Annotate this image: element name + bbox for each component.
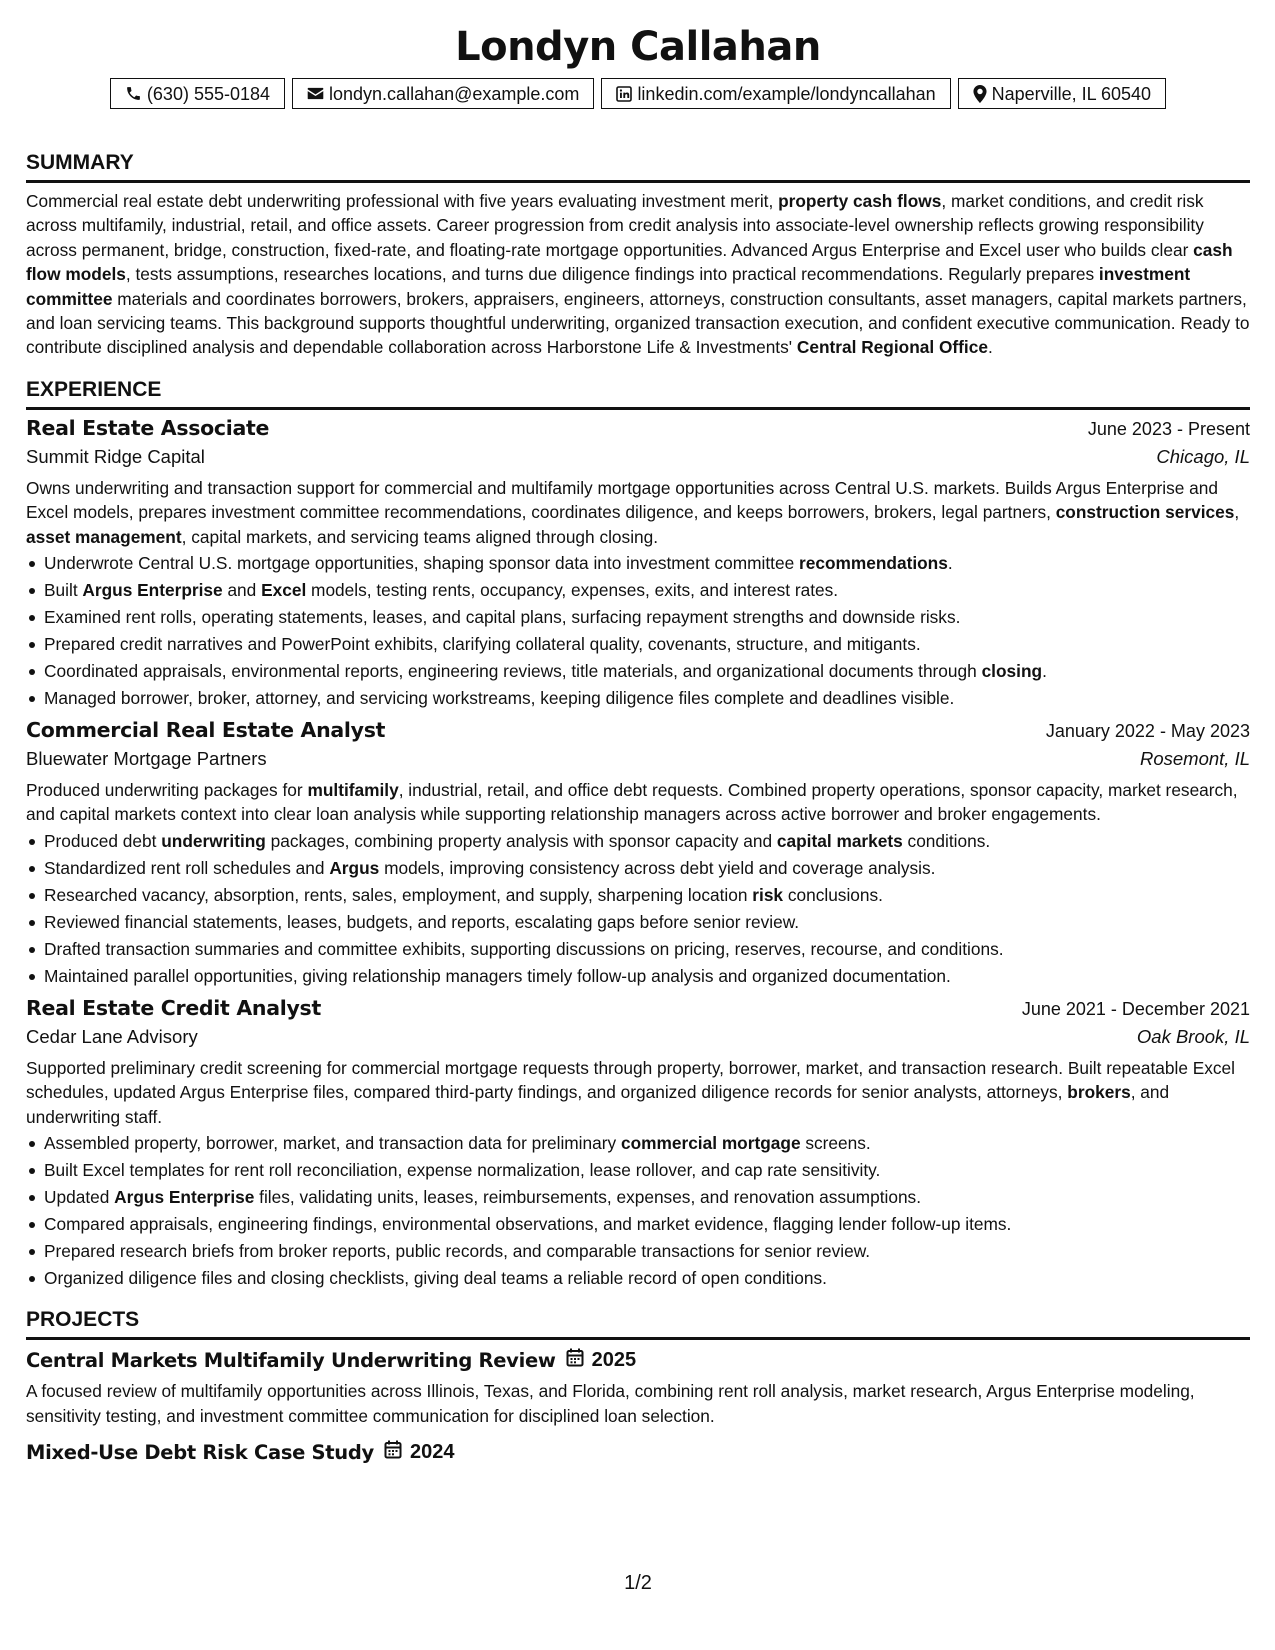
job-location: Chicago, IL [1156,445,1250,467]
job-location: Rosemont, IL [1139,748,1250,770]
bullet-item: Produced debt underwriting packages, combining property analysis with sponsor capacity and capital markets conditions. [26,828,1250,855]
project-title: Central Markets Multifamily Underwriting Review [26,1349,556,1373]
project-entry [26,1440,1250,1465]
calendar-icon [566,1348,584,1373]
linkedin-text: linkedin.com/example/londyncallahan [637,83,936,104]
job-location: Oak Brook, IL [1136,1025,1250,1047]
summary-heading: SUMMARY [26,151,1250,183]
job-title: Real Estate Credit Analyst [26,995,321,1020]
job-description: Produced underwriting packages for multifamily, industrial, retail, and office debt requests. Combined property operations, sponsor capacity, market research, and capital markets context into clear loan analysis while supporting relationship managers across active borrower and broker engagements. [26,780,1238,825]
location-text: Naperville, IL 60540 [991,83,1152,104]
company-name: Cedar Lane Advisory [26,1025,198,1047]
job-description: Owns underwriting and transaction support for commercial and multifamily mortgage opportunities across Central U.S. markets. Builds Argus Enterprise and Excel models, prepares investment committee recommendations, coordinates diligence, and keeps borrowers, brokers, legal partners, construction services, asset management, capital markets, and servicing teams aligned through closing. [26,477,1240,547]
bullet-item: Underwrote Central U.S. mortgage opportunities, shaping sponsor data into investment committee recommendations. [26,550,1250,577]
job-bullets [26,1130,1250,1292]
bullet-item: Compared appraisals, engineering findings, environmental observations, and market evidence, flagging lender follow-up items. [26,1211,1250,1238]
project-year: 2025 [591,1349,637,1372]
bullet-item: Organized diligence files and closing checklists, giving deal teams a reliable record of open conditions. [26,1265,1250,1292]
project-title: Mixed-Use Debt Risk Case Study [26,1440,374,1464]
job-dates: June 2021 - December 2021 [1021,998,1250,1019]
bullet-item: Examined rent rolls, operating statements, leases, and capital plans, surfacing repayment strengths and downside risks. [26,604,1250,631]
page-number: 1/2 [624,1572,652,1594]
bullet-item: Prepared research briefs from broker reports, public records, and comparable transactions for senior review. [26,1238,1250,1265]
job-bullets [26,550,1250,712]
bullet-item: Reviewed financial statements, leases, budgets, and reports, escalating gaps before senior review. [26,909,1250,936]
bullet-item: Assembled property, borrower, market, and transaction data for preliminary commercial mortgage screens. [26,1130,1250,1157]
job-description: Supported preliminary credit screening for commercial mortgage requests through property, borrower, market, and transaction research. Built repeatable Excel schedules, updated Argus Enterprise files, compared third-party findings, and organized diligence records for senior analysts, attorneys, brokers, and underwriting staff. [26,1057,1235,1127]
bullet-item: Managed borrower, broker, attorney, and servicing workstreams, keeping diligence files complete and deadlines visible. [26,685,1250,712]
bullet-item: Built Argus Enterprise and Excel models, testing rents, occupancy, expenses, exits, and interest rates. [26,577,1250,604]
envelope-icon [307,86,324,101]
job-entry [26,718,1250,990]
resume-page [26,0,1250,1594]
summary-text: Commercial real estate debt underwriting professional with five years evaluating investment merit, property cash flows, market conditions, and credit risk across multifamily, industrial, retail, and office assets. Career progression from credit analysis into associate-level ownership reflects growing responsibility across permanent, bridge, construction, fixed-rate, and floating-rate mortgage opportunities. Advanced Argus Enterprise and Excel user who builds clear cash flow models, tests assumptions, researches locations, and turns due diligence findings into practical recommendations. Regularly prepares investment committee materials and coordinates borrowers, brokers, appraisers, engineers, attorneys, construction consultants, asset managers, capital markets partners, and loan servicing teams. This background supports thoughtful underwriting, organized transaction execution, and confident executive communication. Ready to contribute disciplined analysis and dependable collaboration across Harborstone Life & Investments' Central Regional Office. [26,191,1250,358]
linkedin-icon [616,86,632,102]
contact-email[interactable] [292,78,594,109]
projects-heading: PROJECTS [26,1308,1250,1340]
job-bullets [26,828,1250,990]
map-pin-icon [973,85,987,103]
job-entry [26,416,1250,712]
experience-heading: EXPERIENCE [26,378,1250,410]
project-year-group [384,1440,455,1465]
project-year-group [566,1348,637,1373]
bullet-item: Maintained parallel opportunities, giving relationship managers timely follow-up analysis and organized documentation. [26,963,1250,990]
bullet-item: Updated Argus Enterprise files, validating units, leases, reimbursements, expenses, and renovation assumptions. [26,1184,1250,1211]
bullet-item: Researched vacancy, absorption, rents, sales, employment, and supply, sharpening location risk conclusions. [26,882,1250,909]
project-description: A focused review of multifamily opportunities across Illinois, Texas, and Florida, combining rent roll analysis, market research, Argus Enterprise modeling, sensitivity testing, and investment committee communication for disciplined loan selection. [26,1381,1195,1426]
bullet-item: Prepared credit narratives and PowerPoint exhibits, clarifying collateral quality, covenants, structure, and mitigants. [26,631,1250,658]
email-text: londyn.callahan@example.com [329,83,580,104]
job-dates: January 2022 - May 2023 [1045,721,1250,742]
phone-icon [125,85,142,102]
calendar-icon [384,1440,402,1465]
project-year: 2024 [409,1440,455,1463]
contact-phone[interactable] [110,78,285,109]
project-entry [26,1348,1250,1428]
job-title: Commercial Real Estate Analyst [26,718,386,743]
contact-location[interactable] [958,78,1166,109]
contact-linkedin[interactable] [601,78,950,109]
job-dates: June 2023 - Present [1087,418,1250,439]
bullet-item: Drafted transaction summaries and committee exhibits, supporting discussions on pricing, reserves, recourse, and conditions. [26,936,1250,963]
contact-bar [26,78,1250,109]
bullet-item: Coordinated appraisals, environmental reports, engineering reviews, title materials, and organizational documents through closing. [26,658,1250,685]
phone-text: (630) 555-0184 [146,83,271,104]
job-title: Real Estate Associate [26,415,270,440]
bullet-item: Standardized rent roll schedules and Argus models, improving consistency across debt yield and coverage analysis. [26,855,1250,882]
job-entry [26,996,1250,1292]
company-name: Bluewater Mortgage Partners [26,748,267,770]
candidate-name: Londyn Callahan [455,24,821,70]
bullet-item: Built Excel templates for rent roll reconciliation, expense normalization, lease rollover, and cap rate sensitivity. [26,1157,1250,1184]
company-name: Summit Ridge Capital [26,445,205,467]
